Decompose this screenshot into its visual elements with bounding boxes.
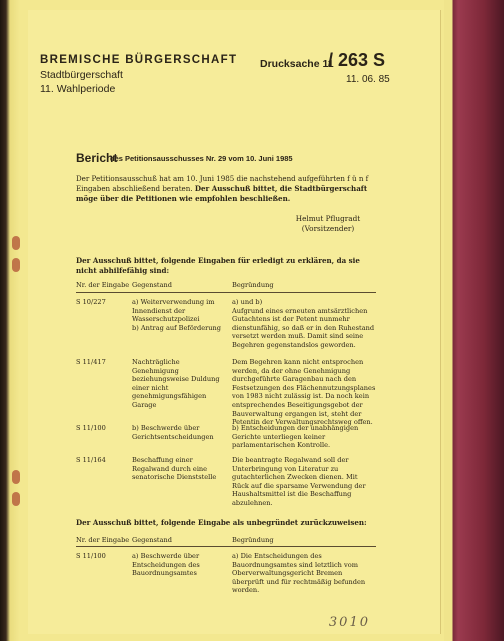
binder-ring — [12, 470, 20, 484]
table-row-nr: S 11/417 — [76, 358, 106, 366]
header-rule — [76, 546, 376, 547]
table-row-subject: b) Beschwerde über Gerichtsentscheidungen — [132, 424, 214, 441]
intro-request: Der Ausschuß bittet, die Stadtbürgerschaft möge über die Petitionen wie empfohlen beschließen. — [76, 184, 368, 203]
signer-name: Helmut Pflugradt — [295, 214, 361, 223]
table-row-reason: a) und b) Aufgrund eines erneuten amtsärztlichen Gutachtens ist der Petent nunmehr dienstunfähig, so daß er in den Ruhestand versetzt werden muß. Damit sind seine Begehren gegenstandslos geworden. — [232, 298, 375, 349]
section2-title: Der Ausschuß bittet, folgende Eingabe als unbegründet zurückzuweisen: — [76, 518, 367, 527]
section1-title: Der Ausschuß bittet, folgende Eingaben für erledigt zu erklären, da sie nicht abhilfefähig sind: — [76, 256, 360, 275]
period: 11. Wahlperiode — [40, 83, 116, 95]
col-header-reason: Begründung — [232, 536, 274, 544]
table-row-nr: S 11/164 — [76, 456, 106, 464]
org-title: BREMISCHE BÜRGERSCHAFT — [40, 54, 238, 66]
table-row-subject: Nachträgliche Genehmigung beziehungsweise Duldung einer nicht genehmigungsfähigen Garage — [132, 358, 220, 409]
report-title: Bericht — [76, 151, 118, 165]
signer-role: (Vorsitzender) — [301, 224, 355, 233]
folder-cover — [444, 0, 504, 641]
report-subtitle: des Petitionsausschusses Nr. 29 vom 10. Juni 1985 — [110, 154, 293, 163]
intro-line: Der Petitionsausschuß hat am 10. Juni 1985 die nachstehend aufgeführten f ü n f — [76, 174, 369, 183]
body-name: Stadtbürgerschaft — [40, 69, 123, 81]
signature-block — [283, 214, 373, 234]
binder-ring — [12, 236, 20, 250]
table-row-subject: Beschaffung einer Regalwand durch eine senatorische Dienststelle — [132, 456, 217, 482]
intro-paragraph — [76, 174, 376, 204]
col-header-reason: Begründung — [232, 281, 274, 289]
binder-ring — [12, 258, 20, 272]
table-row-nr: S 11/100 — [76, 424, 106, 432]
document-page — [28, 10, 440, 634]
table-row-subject: a) Weiterverwendung im Innendienst der Wasserschutzpolizei b) Antrag auf Beförderung — [132, 298, 221, 332]
table-row-subject: a) Beschwerde über Entscheidungen des Bauordnungsamtes — [132, 552, 200, 578]
table-row-reason: b) Entscheidungen der unabhängigen Gerichte unterliegen keiner parlamentarischen Kontrolle. — [232, 424, 359, 450]
drucksache-number: / 263 S — [328, 50, 386, 70]
header-rule — [76, 292, 376, 293]
binder-ring — [12, 492, 20, 506]
handwritten-note: 3010 — [328, 615, 370, 630]
intro-line: Eingaben abschließend beraten. — [76, 184, 193, 193]
table-row-nr: S 11/100 — [76, 552, 106, 560]
col-header-nr: Nr. der Eingabe — [76, 281, 130, 289]
table-row-reason: Die beantragte Regalwand soll der Unterbringung von Literatur zu gutachterlichen Zwecken dienen. Mit Rück auf die sparsame Verwendung der Haushaltsmittel ist die Beschaffung abzulehnen. — [232, 456, 366, 507]
document-date: 11. 06. 85 — [346, 74, 390, 85]
table-row-reason: Dem Begehren kann nicht entsprochen werden, da der ohne Genehmigung durchgeführte Garagenbau nach den Festsetzungen des Flächennutzungsplanes von 1983 nicht zulässig ist. Da noch kein entsprechendes Beseitigungsgebot der Bauverwaltung ergangen ist, steht der Petentin der Verwaltungsrechtsweg offen. — [232, 358, 376, 427]
col-header-nr: Nr. der Eingabe — [76, 536, 130, 544]
table-row-reason: a) Die Entscheidungen des Bauordnungsamtes sind letztlich vom Oberverwaltungsgericht Bremen überprüft und für rechtmäßig befunden worden. — [232, 552, 366, 595]
col-header-subject: Gegenstand — [132, 536, 172, 544]
col-header-subject: Gegenstand — [132, 281, 172, 289]
table-row-nr: S 10/227 — [76, 298, 106, 306]
drucksache-label: Drucksache 11 — [260, 58, 334, 70]
